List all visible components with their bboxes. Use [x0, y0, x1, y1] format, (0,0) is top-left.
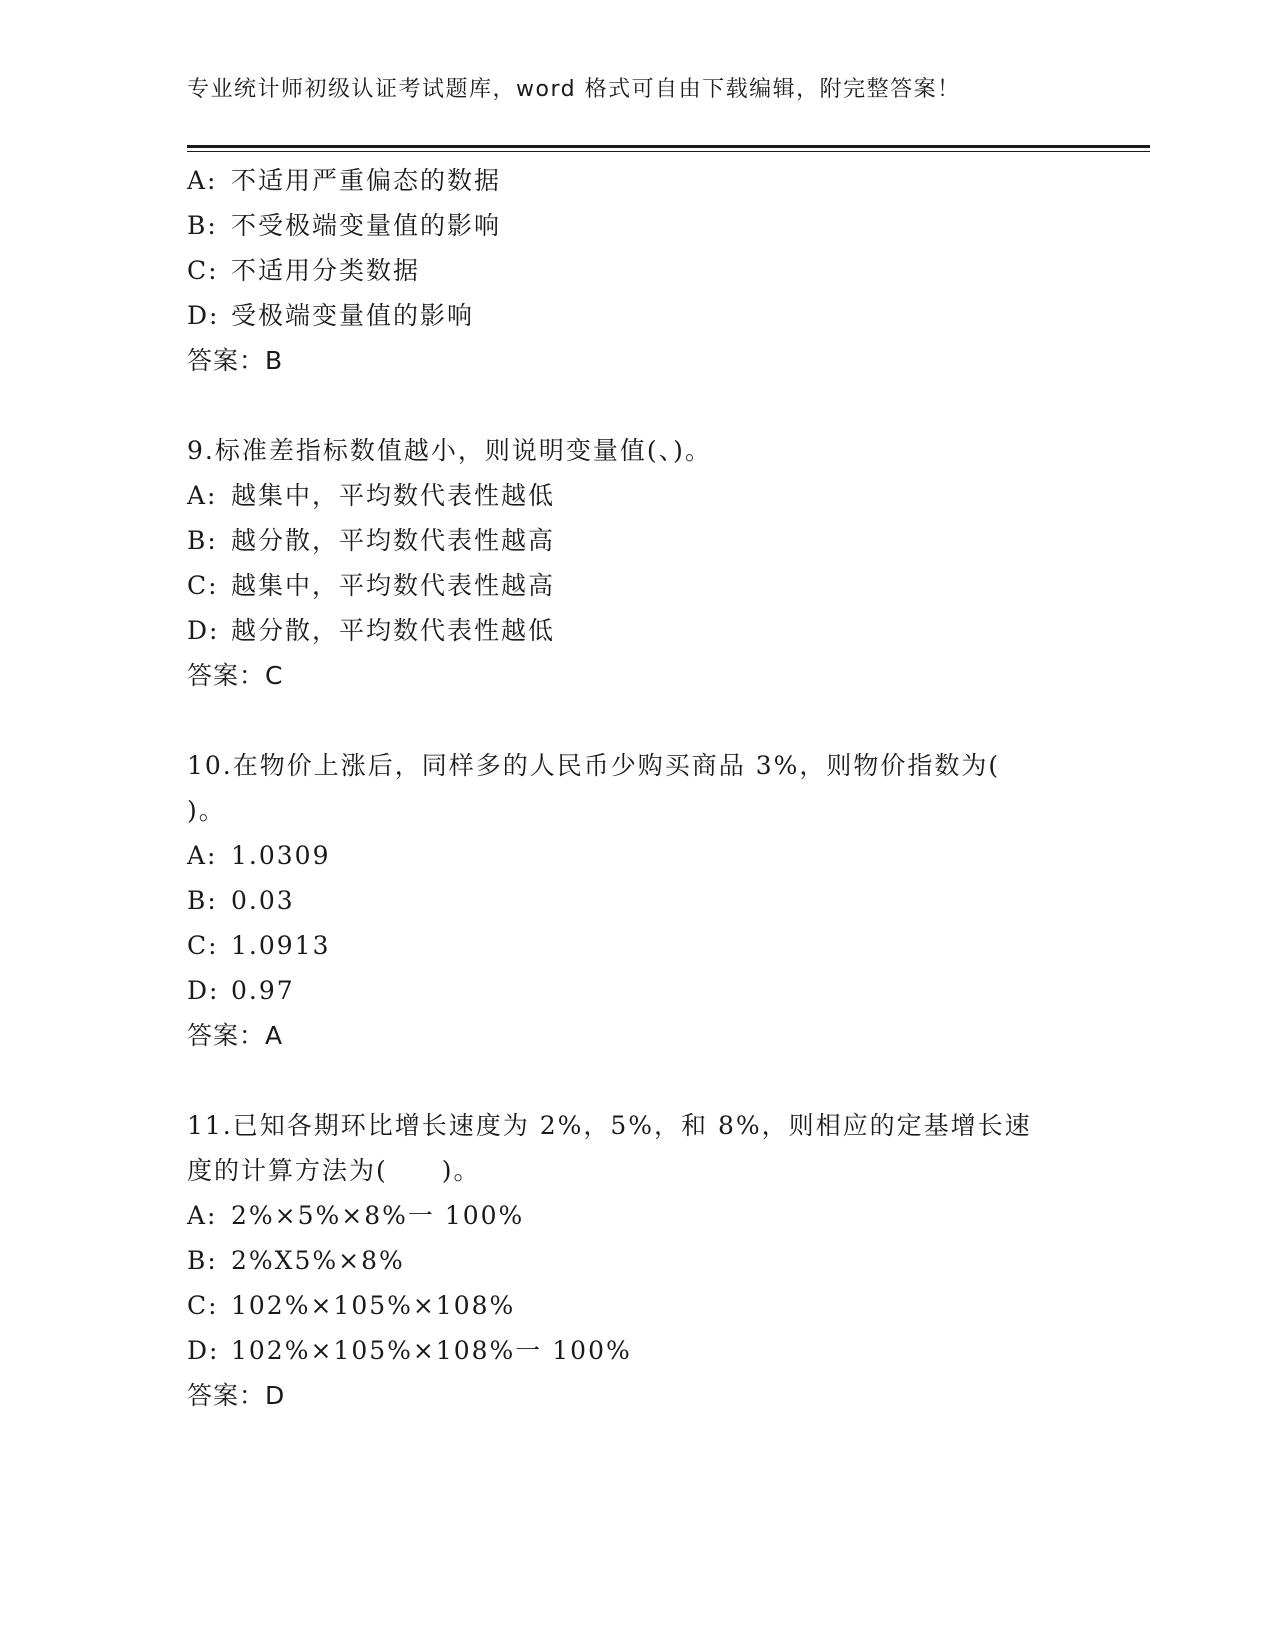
- option-key: B:: [187, 886, 218, 915]
- spacer: [187, 1058, 1087, 1103]
- option-text: 0.97: [231, 976, 295, 1005]
- option-key: B:: [187, 1246, 218, 1275]
- option-key: D:: [187, 976, 220, 1005]
- option-text: 越集中，平均数代表性越低: [231, 481, 556, 510]
- option-text: 0.03: [231, 886, 295, 915]
- option-text: 不受极端变量值的影响: [231, 211, 502, 240]
- question-stem: 9.标准差指标数值越小，则说明变量值(、)。: [187, 436, 712, 465]
- option-text: 102%×105%×108%一 100%: [231, 1336, 632, 1365]
- option-key: B:: [187, 211, 218, 240]
- option-key: D:: [187, 301, 220, 330]
- option-a: [187, 473, 1087, 518]
- option-key: C:: [187, 1291, 219, 1320]
- question-block-9: [187, 428, 1087, 698]
- answer-line: 答案：D: [187, 1381, 286, 1410]
- option-c: [187, 923, 1087, 968]
- question-stem-line1: 11.已知各期环比增长速度为 2%，5%，和 8%，则相应的定基增长速: [187, 1111, 1032, 1140]
- option-key: C:: [187, 571, 219, 600]
- option-d: [187, 608, 1087, 653]
- answer-line: 答案：C: [187, 661, 284, 690]
- option-d: [187, 1328, 1087, 1373]
- option-text: 102%×105%×108%: [231, 1291, 516, 1320]
- option-key: A:: [187, 1201, 218, 1230]
- option-d: [187, 968, 1087, 1013]
- option-text: 越分散，平均数代表性越低: [231, 616, 556, 645]
- question-stem-line2: )。: [187, 796, 226, 825]
- option-b: [187, 878, 1087, 923]
- question-list: [187, 158, 1087, 1418]
- option-key: C:: [187, 256, 219, 285]
- option-b: [187, 1238, 1087, 1283]
- option-text: 1.0309: [231, 841, 331, 870]
- option-key: D:: [187, 1336, 220, 1365]
- question-block-11: [187, 1103, 1087, 1418]
- option-key: A:: [187, 166, 218, 195]
- answer-line: 答案：A: [187, 1021, 284, 1050]
- question-stem-line2: 度的计算方法为( )。: [187, 1156, 481, 1185]
- option-text: 2%×5%×8%一 100%: [231, 1201, 525, 1230]
- option-key: A:: [187, 481, 218, 510]
- option-text: 不适用分类数据: [231, 256, 421, 285]
- option-key: A:: [187, 841, 218, 870]
- answer-line: 答案：B: [187, 346, 284, 375]
- option-text: 越集中，平均数代表性越高: [231, 571, 556, 600]
- option-b: [187, 518, 1087, 563]
- option-a: [187, 1193, 1087, 1238]
- option-a: [187, 158, 1087, 203]
- spacer: [187, 698, 1087, 743]
- page-header: 专业统计师初级认证考试题库，word 格式可自由下载编辑，附完整答案！: [187, 77, 961, 102]
- question-block-8: [187, 158, 1087, 383]
- header-divider-thin: [187, 151, 1150, 152]
- option-text: 1.0913: [231, 931, 331, 960]
- option-text: 越分散，平均数代表性越高: [231, 526, 556, 555]
- option-c: [187, 1283, 1087, 1328]
- option-c: [187, 563, 1087, 608]
- header-divider-thick: [187, 145, 1150, 148]
- option-d: [187, 293, 1087, 338]
- question-stem-line1: 10.在物价上涨后，同样多的人民币少购买商品 3%，则物价指数为(: [187, 751, 1001, 780]
- option-text: 不适用严重偏态的数据: [231, 166, 502, 195]
- question-block-10: [187, 743, 1087, 1058]
- option-key: D:: [187, 616, 220, 645]
- option-c: [187, 248, 1087, 293]
- option-key: C:: [187, 931, 219, 960]
- spacer: [187, 383, 1087, 428]
- option-a: [187, 833, 1087, 878]
- option-text: 2%X5%×8%: [231, 1246, 405, 1275]
- option-text: 受极端变量值的影响: [231, 301, 475, 330]
- option-b: [187, 203, 1087, 248]
- option-key: B:: [187, 526, 218, 555]
